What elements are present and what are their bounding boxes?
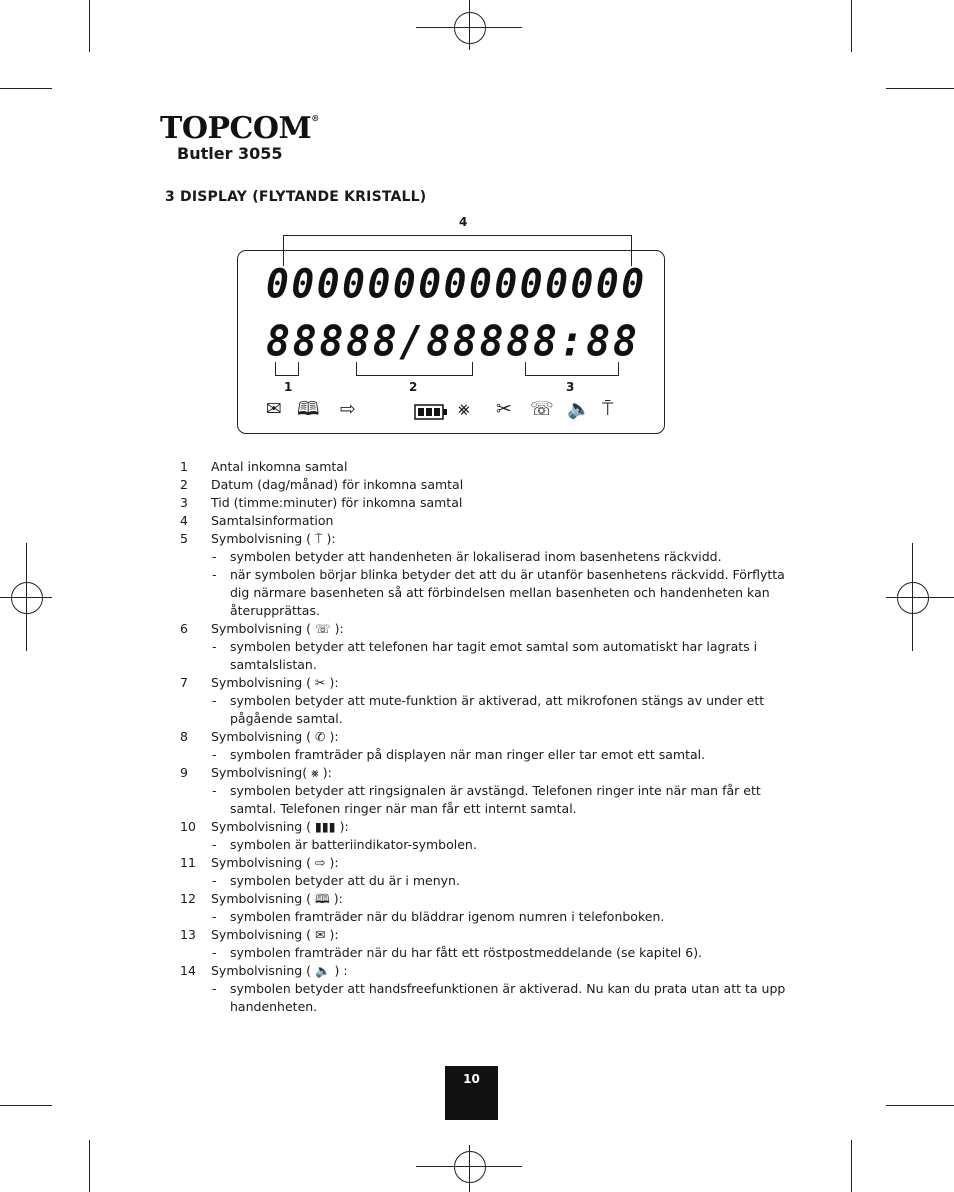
item-number: 7 [180,675,188,690]
sub-item-text: symbolen betyder att handsfreefunktionen är aktiverad. Nu kan du prata utan att ta upp handenheten. [230,981,786,1014]
item-number: 1 [180,459,188,474]
auto-answer-icon: ☏ [530,398,554,420]
list-item [180,926,790,962]
callout-4: 4 [459,215,468,229]
registration-mark [11,582,43,614]
list-item [180,494,790,512]
registration-mark [454,1151,486,1183]
mute-icon: ✂ [496,398,512,420]
sub-item-text: symbolen framträder när du har fått ett röstpostmeddelande (se kapitel 6). [230,945,703,960]
section-title: 3 DISPLAY (FLYTANDE KRISTALL) [165,189,427,205]
callout-2: 2 [409,380,418,394]
sub-item [180,836,790,854]
callout-3: 3 [566,380,575,394]
item-number: 10 [180,819,196,834]
sub-item [180,782,790,818]
crop-mark [89,0,90,52]
list-item [180,728,790,764]
bullet-dash: - [212,981,217,996]
item-label: Samtalsinformation [211,513,334,528]
item-number: 9 [180,765,188,780]
sub-item [180,746,790,764]
item-label: Symbolvisning( ⨳ ): [211,765,332,780]
item-label: Symbolvisning ( 🕮 ): [211,891,343,906]
item-label: Symbolvisning ( ⇨ ): [211,855,339,870]
sub-item [180,872,790,890]
registration-mark [897,582,929,614]
sub-item [180,944,790,962]
antenna-icon: ⍑ [602,398,614,420]
list-item [180,674,790,728]
speaker-icon: 🔈 [567,398,591,420]
list-item [180,530,790,620]
list-item [180,962,790,1016]
crop-mark [851,0,852,52]
bullet-dash: - [212,747,217,762]
list-item [180,620,790,674]
bullet-dash: - [212,693,217,708]
list-item [180,854,790,890]
item-number: 11 [180,855,196,870]
battery-icon [414,404,448,424]
sub-item [180,692,790,728]
sub-item [180,980,790,1016]
list-item [180,476,790,494]
sub-item-text: symbolen betyder att telefonen har tagit emot samtal som automatiskt har lagrats i samtalslistan. [230,639,758,672]
model-name: Butler 3055 [177,144,283,163]
bullet-dash: - [212,873,217,888]
item-number: 14 [180,963,196,978]
item-label: Symbolvisning ( ☏ ): [211,621,344,636]
item-number: 5 [180,531,188,546]
bullet-dash: - [212,567,217,582]
item-label: Symbolvisning ( ⍑ ): [211,531,336,546]
sub-item [180,908,790,926]
bullet-dash: - [212,837,217,852]
crop-mark [0,88,52,89]
list-item [180,458,790,476]
list-item [180,890,790,926]
callout-bracket-2 [356,362,473,376]
item-number: 13 [180,927,196,942]
lcd-row-1: 000000000000000 [266,260,647,308]
item-number: 3 [180,495,188,510]
sub-item-text: symbolen betyder att handenheten är lokaliserad inom basenhetens räckvidd. [230,549,722,564]
phonebook-icon: 🕮 [297,398,320,420]
item-label: Datum (dag/månad) för inkomna samtal [211,477,464,492]
page-number: 10 [445,1066,498,1120]
item-number: 6 [180,621,188,636]
sub-item [180,548,790,566]
item-label: Symbolvisning ( 🔈 ) : [211,963,348,978]
symbol-list [180,458,790,1016]
sub-item-text: när symbolen börjar blinka betyder det att du är utanför basenhetens räckvidd. Förflytta dig närmare basenheten så att förbindelsen mellan basenheten och handenheten kan återupprättas. [230,567,785,618]
bullet-dash: - [212,549,217,564]
list-item [180,512,790,530]
sub-item-text: symbolen betyder att ringsignalen är avstängd. Telefonen ringer inte när man får ett samtal. Telefonen ringer när man får ett internt samtal. [230,783,761,816]
item-label: Symbolvisning ( ▮▮▮ ): [211,819,349,834]
item-number: 12 [180,891,196,906]
callout-bracket-1 [275,362,299,376]
envelope-icon: ✉ [266,398,282,420]
list-item [180,818,790,854]
bullet-dash: - [212,945,217,960]
crop-mark [886,88,954,89]
item-label: Symbolvisning ( ✉ ): [211,927,339,942]
bullet-dash: - [212,909,217,924]
item-number: 2 [180,477,188,492]
item-label: Symbolvisning ( ✂ ): [211,675,339,690]
ringer-off-icon: ⨳ [458,398,470,420]
crop-mark [886,1105,954,1106]
crop-mark [89,1140,90,1192]
crop-mark [0,1105,52,1106]
item-label: Tid (timme:minuter) för inkomna samtal [211,495,463,510]
item-label: Antal inkomna samtal [211,459,348,474]
lcd-row-2: 88888/88888:88 [266,317,640,367]
list-item [180,764,790,818]
item-label: Symbolvisning ( ✆ ): [211,729,339,744]
bullet-dash: - [212,783,217,798]
menu-arrow-icon: ⇨ [340,398,356,420]
callout-1: 1 [284,380,293,394]
sub-item-text: symbolen är batteriindikator-symbolen. [230,837,477,852]
crop-mark [851,1140,852,1192]
sub-item-text: symbolen framträder när du bläddrar igenom numren i telefonboken. [230,909,665,924]
item-number: 4 [180,513,188,528]
sub-item-text: symbolen betyder att mute-funktion är aktiverad, att mikrofonen stängs av under ett pågående samtal. [230,693,765,726]
brand-logo: TOPCOM® [160,111,319,146]
sub-item [180,638,790,674]
registration-mark [454,12,486,44]
callout-bracket-3 [525,362,619,376]
item-number: 8 [180,729,188,744]
sub-item-text: symbolen betyder att du är i menyn. [230,873,460,888]
sub-item [180,566,790,620]
bullet-dash: - [212,639,217,654]
sub-item-text: symbolen framträder på displayen när man ringer eller tar emot ett samtal. [230,747,706,762]
